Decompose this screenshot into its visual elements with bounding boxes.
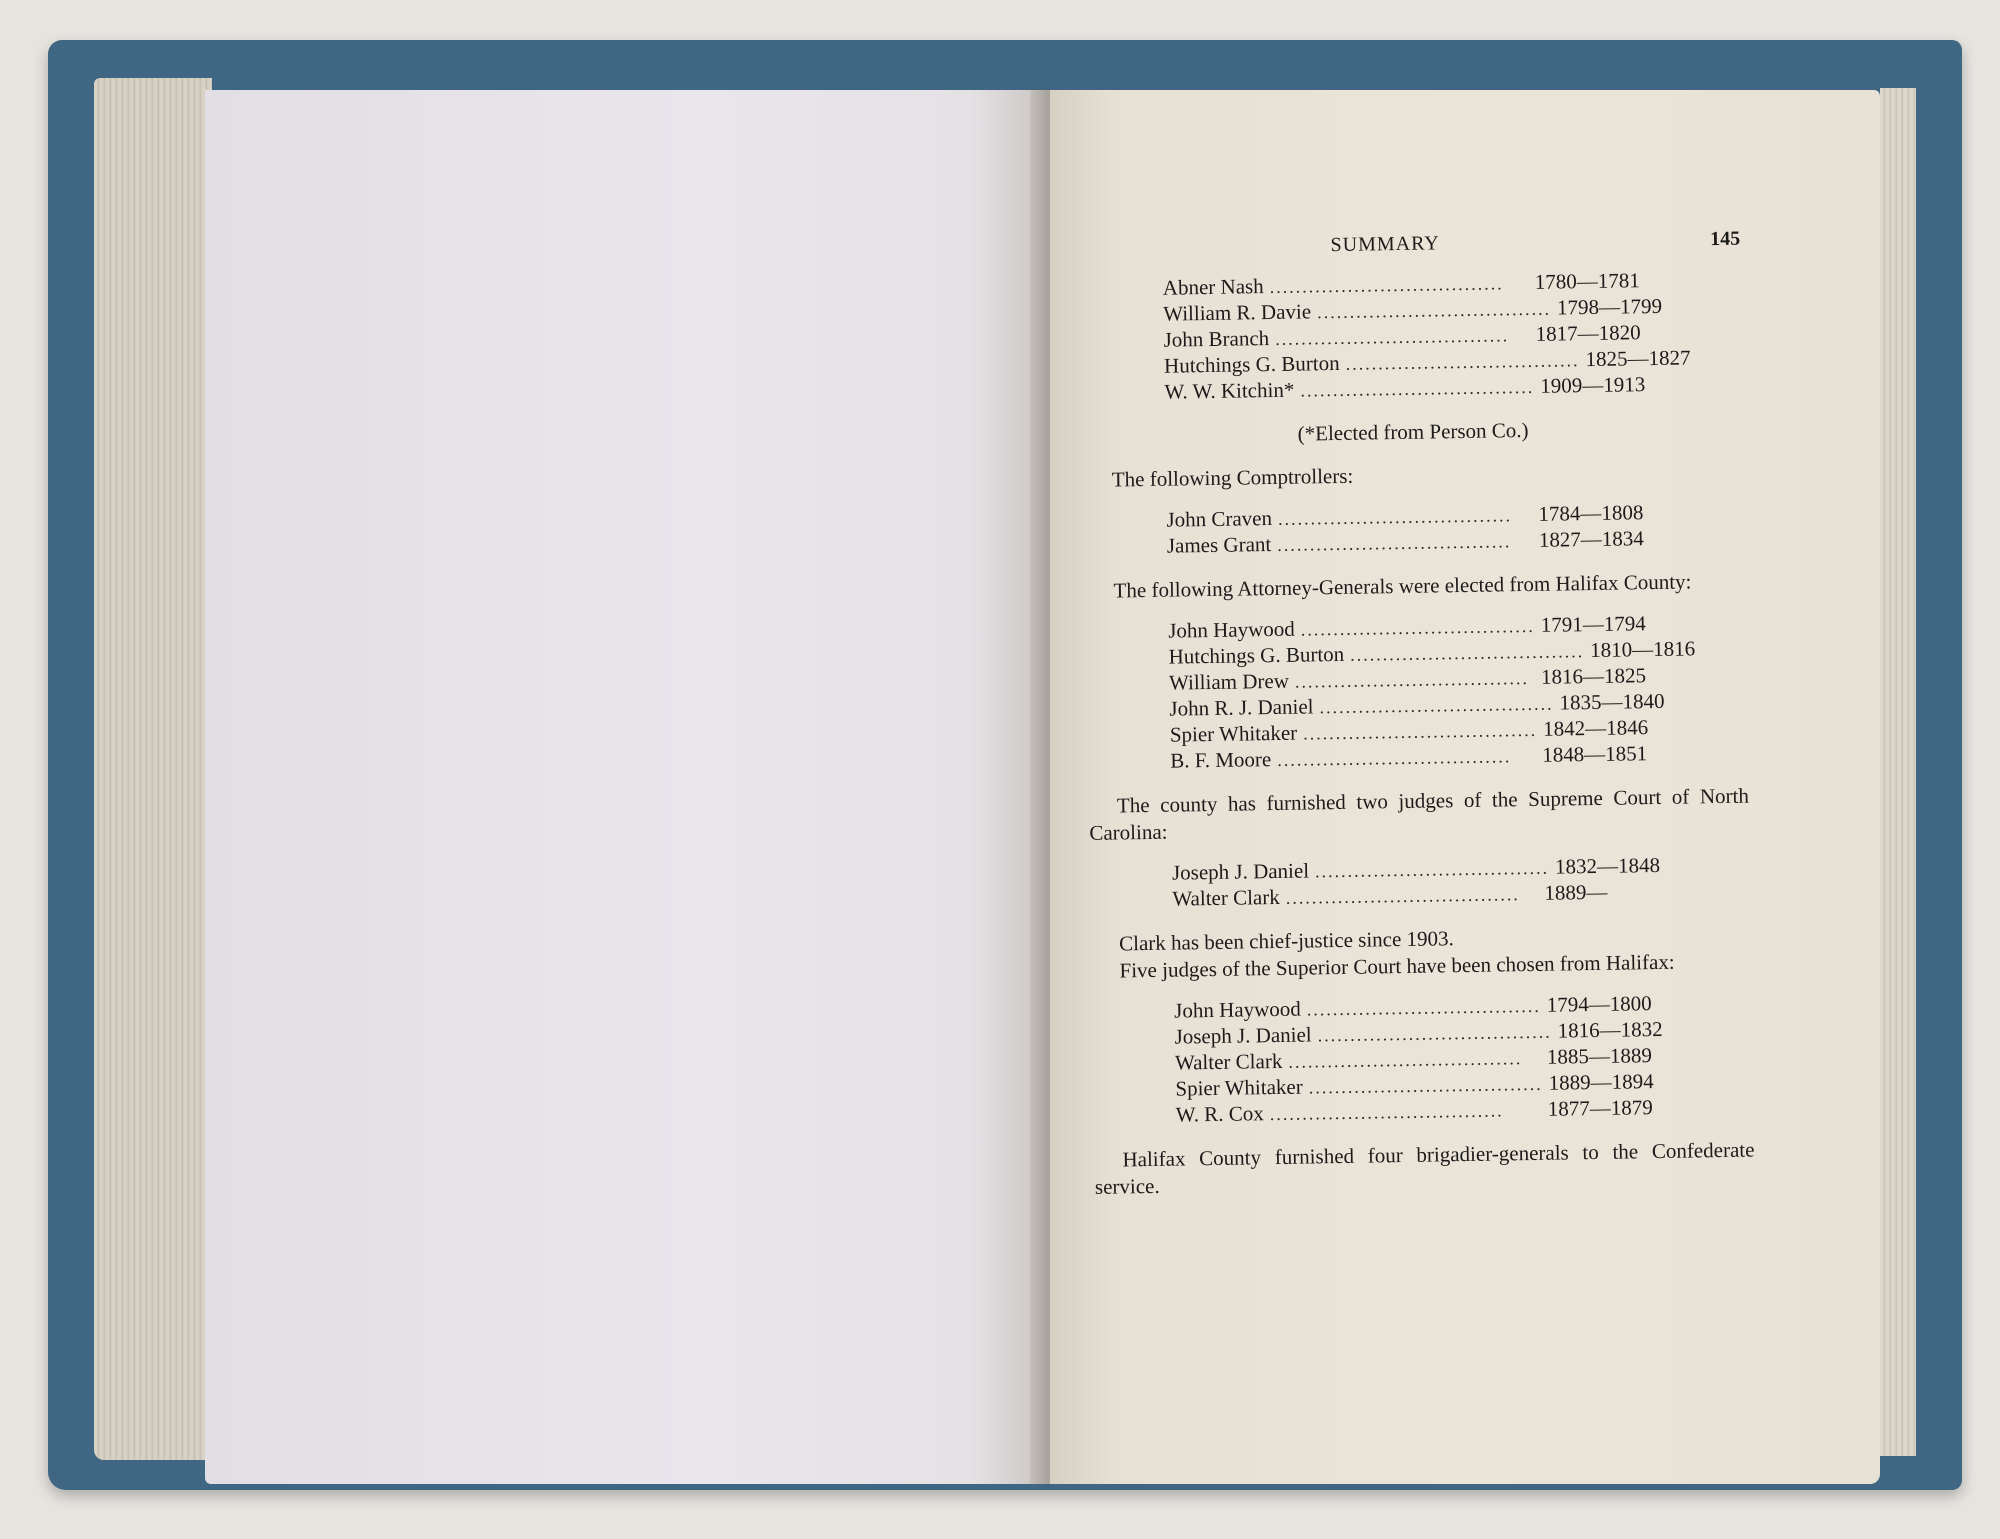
officer-name: William Drew xyxy=(1168,668,1290,695)
officer-name: Joseph J. Daniel xyxy=(1174,1022,1312,1049)
dot-leader: .................................... xyxy=(1306,995,1541,1020)
officer-name: John Haywood xyxy=(1173,996,1301,1023)
attorneys-intro: The following Attorney-Generals were elected from Halifax County: xyxy=(1113,569,1692,603)
officer-name: Spier Whitaker xyxy=(1175,1074,1303,1101)
officer-name: Joseph J. Daniel xyxy=(1171,858,1310,885)
dot-leader: .................................... xyxy=(1275,325,1510,349)
term-years: 1889— xyxy=(1544,879,1608,905)
dot-leader: .................................... xyxy=(1316,298,1552,323)
term-years: 1810—1816 xyxy=(1589,636,1696,663)
supreme-court-list xyxy=(1172,852,1665,912)
page-stack-right xyxy=(1880,88,1916,1456)
closing-paragraph: Halifax County furnished four brigadier-generals to the Confederate service. xyxy=(1094,1137,1755,1199)
clark-note: Clark has been chief-justice since 1903. xyxy=(1118,926,1454,956)
dot-leader: .................................... xyxy=(1319,693,1554,718)
first-officer-list xyxy=(1162,267,1691,405)
officer-name: William R. Davie xyxy=(1163,299,1312,326)
term-years: 1877—1879 xyxy=(1547,1095,1653,1121)
term-years: 1817—1820 xyxy=(1535,320,1641,346)
term-years: 1889—1894 xyxy=(1548,1069,1654,1095)
term-years: 1780—1781 xyxy=(1534,268,1640,294)
term-years: 1848—1851 xyxy=(1542,741,1648,767)
dot-leader: .................................... xyxy=(1288,1048,1523,1072)
term-years: 1832—1848 xyxy=(1554,852,1661,879)
term-years: 1798—1799 xyxy=(1556,293,1663,320)
term-years: 1885—1889 xyxy=(1546,1043,1653,1069)
attorneys-list xyxy=(1168,610,1696,774)
dot-leader: .................................... xyxy=(1300,376,1535,401)
term-years: 1784—1808 xyxy=(1538,500,1644,526)
term-years: 1909—1913 xyxy=(1540,372,1646,398)
superior-court-list xyxy=(1174,990,1668,1128)
officer-name: John Haywood xyxy=(1168,616,1295,643)
dot-leader: .................................... xyxy=(1303,719,1538,744)
dot-leader: .................................... xyxy=(1300,615,1535,640)
dot-leader: .................................... xyxy=(1277,746,1512,770)
dot-leader: .................................... xyxy=(1308,1073,1543,1098)
dot-leader: .................................... xyxy=(1294,668,1530,692)
term-years: 1842—1846 xyxy=(1542,715,1649,741)
dot-leader: .................................... xyxy=(1269,273,1504,298)
officer-name: Hutchings G. Burton xyxy=(1163,350,1340,378)
dot-leader: .................................... xyxy=(1317,1021,1552,1046)
officer-name: Spier Whitaker xyxy=(1169,720,1298,747)
comptrollers-list xyxy=(1166,499,1659,559)
page-number: 145 xyxy=(1709,227,1741,251)
dot-leader: .................................... xyxy=(1269,1100,1504,1125)
dot-leader: .................................... xyxy=(1345,350,1580,374)
officer-name: Walter Clark xyxy=(1174,1048,1283,1075)
term-years: 1794—1800 xyxy=(1546,991,1652,1017)
officer-name: Walter Clark xyxy=(1172,884,1280,911)
page-text xyxy=(1080,226,1755,1215)
dot-leader: .................................... xyxy=(1277,505,1513,529)
term-years: 1816—1825 xyxy=(1540,663,1647,689)
dot-leader: .................................... xyxy=(1314,857,1550,882)
term-years: 1825—1827 xyxy=(1585,345,1691,372)
person-county-note: (*Elected from Person Co.) xyxy=(1297,417,1529,446)
term-years: 1816—1832 xyxy=(1557,1016,1663,1043)
term-years: 1791—1794 xyxy=(1540,611,1646,637)
officer-name: John Craven xyxy=(1166,506,1273,532)
dot-leader: .................................... xyxy=(1285,884,1520,908)
officer-name: John Branch xyxy=(1163,326,1270,352)
supreme-court-intro: The county has furnished two judges of the Supreme Court of North Carolina: xyxy=(1089,783,1750,845)
superior-court-intro: Five judges of the Superior Court have been chosen from Halifax: xyxy=(1119,949,1675,983)
dot-leader: .................................... xyxy=(1350,641,1585,665)
officer-name: W. W. Kitchin* xyxy=(1164,377,1295,404)
running-head: SUMMARY xyxy=(1330,232,1440,257)
term-years: 1835—1840 xyxy=(1559,688,1665,715)
officer-name: Abner Nash xyxy=(1162,274,1264,300)
officer-name: Hutchings G. Burton xyxy=(1168,641,1345,669)
page-stack-left xyxy=(94,78,212,1460)
officer-name: B. F. Moore xyxy=(1170,747,1272,773)
dot-leader: .................................... xyxy=(1277,531,1512,555)
term-years: 1827—1834 xyxy=(1538,526,1645,552)
blank-left-page xyxy=(205,90,1035,1484)
officer-name: W. R. Cox xyxy=(1175,1101,1264,1127)
officer-name: James Grant xyxy=(1166,532,1272,558)
officer-name: John R. J. Daniel xyxy=(1169,694,1314,721)
comptrollers-intro: The following Comptrollers: xyxy=(1111,463,1354,492)
